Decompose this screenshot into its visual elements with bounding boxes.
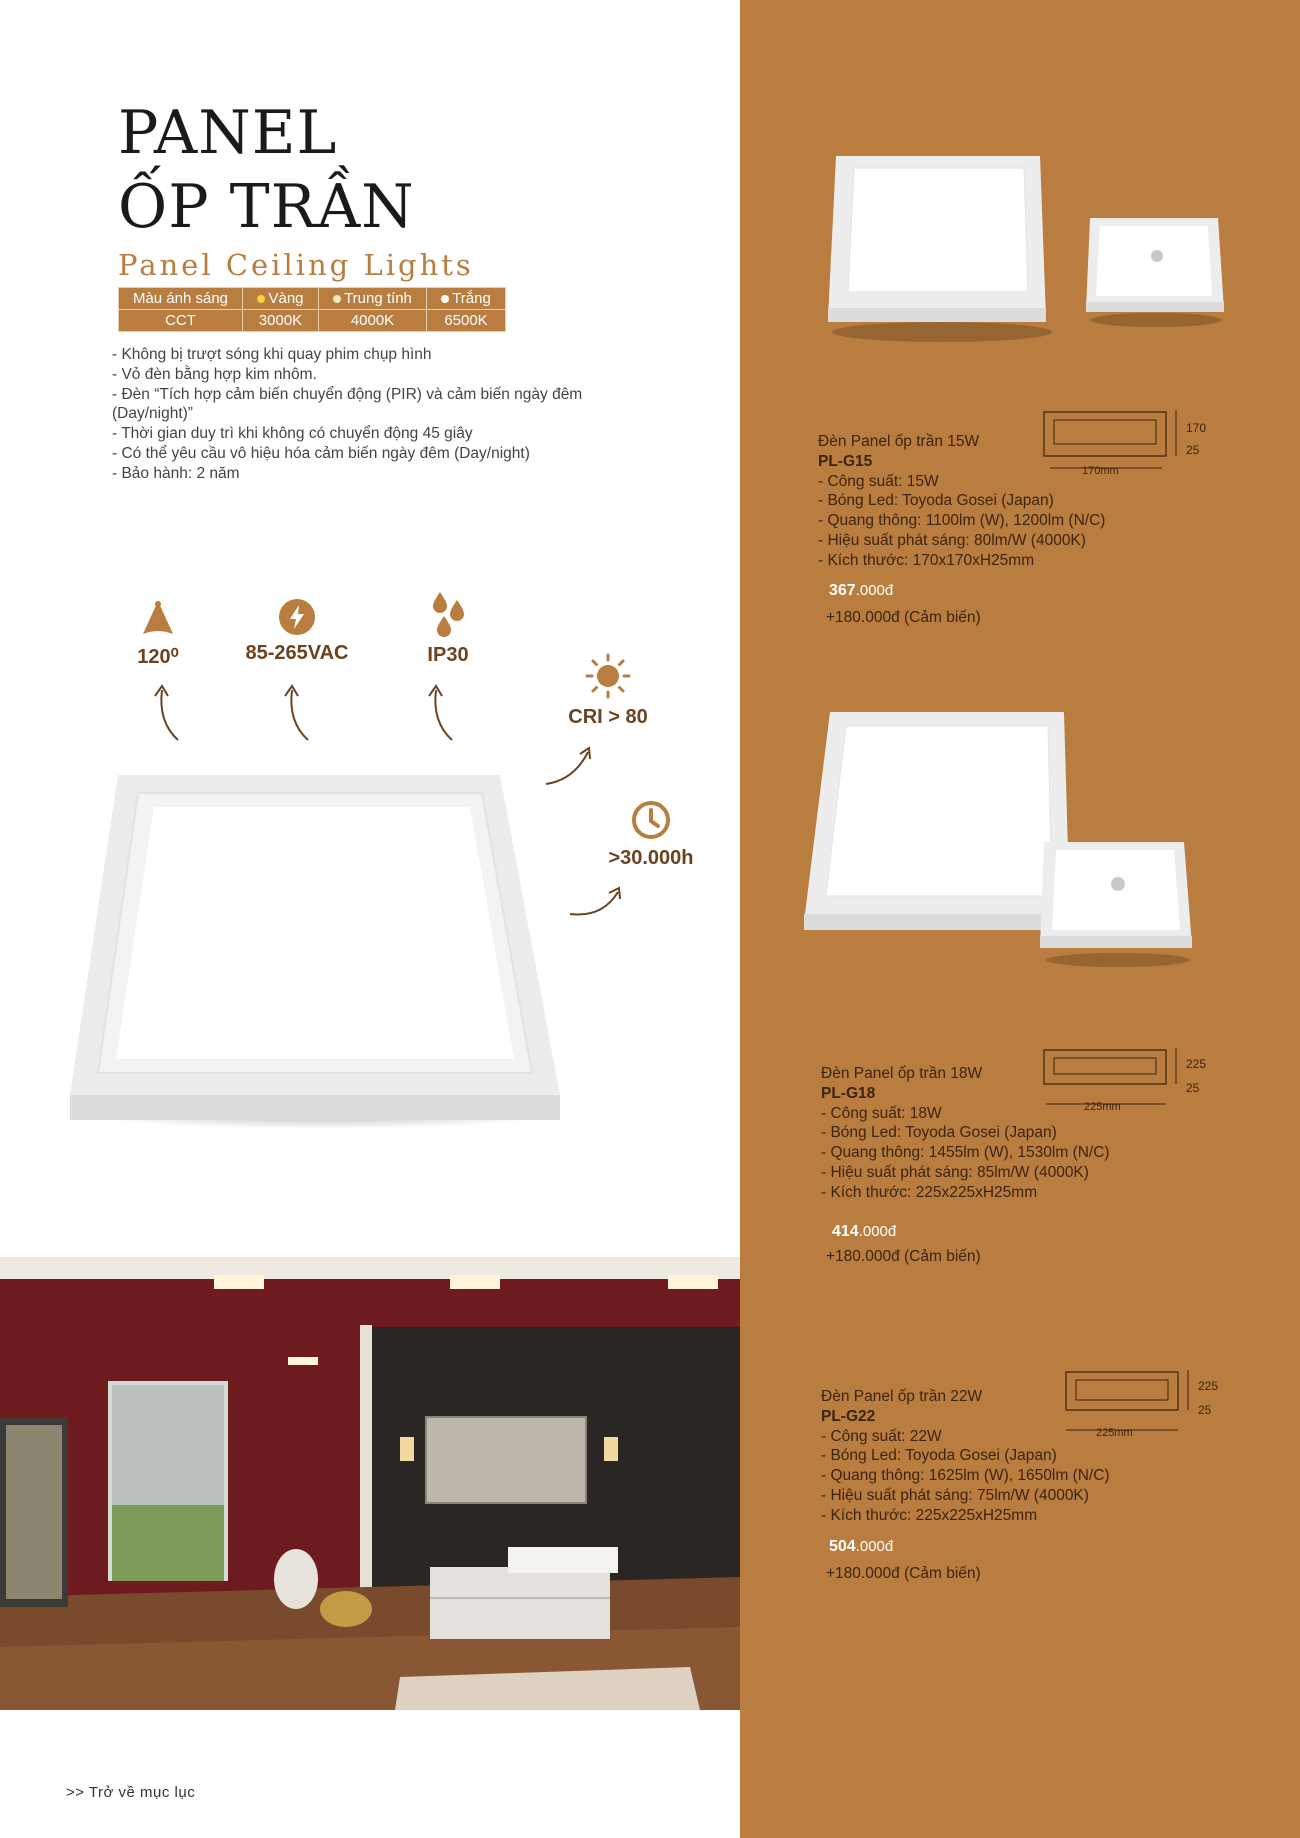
spec-label: 85-265VAC bbox=[245, 642, 349, 664]
spec-cri bbox=[558, 652, 658, 729]
neutral-dot-icon bbox=[333, 295, 341, 303]
list-item: - Thời gian duy trì khi không có chuyển động 45 giây bbox=[112, 425, 473, 443]
curved-arrow-icon bbox=[150, 682, 190, 744]
sun-icon bbox=[584, 652, 632, 700]
product-spec: - Bóng Led: Toyoda Gosei (Japan) bbox=[821, 1124, 1057, 1142]
product-spec: - Bóng Led: Toyoda Gosei (Japan) bbox=[818, 492, 1054, 510]
table-cell-text: Trắng bbox=[452, 290, 491, 307]
product-code: PL-G22 bbox=[821, 1407, 876, 1425]
product-code: PL-G18 bbox=[821, 1084, 876, 1102]
lightning-icon bbox=[278, 598, 316, 636]
yellow-dot-icon bbox=[257, 295, 265, 303]
curved-arrow-icon bbox=[424, 682, 464, 744]
dim-height-label: 25 bbox=[1186, 1081, 1200, 1095]
product-spec: - Hiệu suất phát sáng: 80lm/W (4000K) bbox=[818, 531, 1086, 549]
product-spec: - Quang thông: 1100lm (W), 1200lm (N/C) bbox=[818, 512, 1106, 530]
product-image-pl-g15 bbox=[822, 150, 1062, 346]
table-cell: 6500K bbox=[427, 310, 506, 332]
spec-voltage bbox=[232, 598, 362, 665]
price-rest: .000đ bbox=[858, 1223, 897, 1240]
list-item: - Đèn “Tích hợp cảm biến chuyển động (PIR) và cảm biến ngày đêm (Day/night)” bbox=[112, 385, 583, 423]
product-spec: - Công suất: 15W bbox=[818, 472, 939, 490]
table-cell bbox=[319, 288, 427, 310]
panel-lamp-image bbox=[70, 775, 570, 1135]
product-image-pl-g15-sensor bbox=[1084, 216, 1228, 330]
product-name: Đèn Panel ốp trần 18W bbox=[821, 1065, 983, 1082]
white-dot-icon bbox=[441, 295, 449, 303]
price-bold: 367 bbox=[829, 582, 856, 599]
dim-width-label: 170mm bbox=[1082, 465, 1119, 477]
beam-angle-icon bbox=[138, 598, 178, 638]
product-spec: - Kích thước: 225x225xH25mm bbox=[821, 1506, 1038, 1524]
list-item: - Không bị trượt sóng khi quay phim chụp hình bbox=[112, 346, 432, 363]
product-price bbox=[829, 1538, 893, 1556]
spec-beam-angle bbox=[126, 598, 190, 669]
dim-size-label: 225 bbox=[1186, 1057, 1207, 1071]
spec-label: IP30 bbox=[427, 644, 469, 666]
page-title-line1: PANEL bbox=[118, 98, 338, 168]
cct-table bbox=[118, 287, 506, 332]
curved-arrow-icon bbox=[280, 682, 320, 744]
product-spec: - Bóng Led: Toyoda Gosei (Japan) bbox=[821, 1447, 1057, 1465]
product-spec: - Công suất: 18W bbox=[821, 1104, 942, 1122]
product-price bbox=[832, 1223, 896, 1241]
price-rest: .000đ bbox=[855, 582, 894, 599]
dim-height-label: 25 bbox=[1198, 1403, 1212, 1417]
page-title-line2: ỐP TRẦN bbox=[118, 172, 415, 242]
back-to-toc-link[interactable]: >> Trở về mục lục bbox=[66, 1784, 196, 1801]
price-bold: 504 bbox=[829, 1538, 856, 1555]
product-name: Đèn Panel ốp trần 22W bbox=[821, 1388, 983, 1405]
dim-height-label: 25 bbox=[1186, 443, 1200, 457]
spec-lifetime bbox=[596, 799, 706, 870]
product-image-pl-g18 bbox=[802, 710, 1074, 940]
table-cell-text: Trung tính bbox=[344, 290, 412, 307]
product-spec: - Kích thước: 170x170xH25mm bbox=[818, 551, 1035, 569]
product-spec: - Quang thông: 1455lm (W), 1530lm (N/C) bbox=[821, 1144, 1110, 1162]
clock-icon bbox=[630, 799, 672, 841]
table-cell: 4000K bbox=[319, 310, 427, 332]
price-bold: 414 bbox=[832, 1223, 859, 1240]
sensor-price: +180.000đ (Cảm biến) bbox=[826, 1248, 981, 1265]
table-cell: CCT bbox=[119, 310, 243, 332]
product-info-pl-g22 bbox=[821, 1387, 1110, 1526]
table-row bbox=[119, 310, 506, 332]
table-cell bbox=[243, 288, 319, 310]
product-spec: - Công suất: 22W bbox=[821, 1427, 942, 1445]
spec-label: >30.000h bbox=[608, 847, 694, 869]
sensor-price: +180.000đ (Cảm biến) bbox=[826, 1565, 981, 1582]
dim-size-label: 225 bbox=[1198, 1379, 1219, 1393]
list-item: - Bảo hành: 2 năm bbox=[112, 464, 240, 482]
table-row bbox=[119, 288, 506, 310]
spec-label: CRI > 80 bbox=[568, 706, 648, 728]
product-code: PL-G15 bbox=[818, 452, 873, 470]
price-rest: .000đ bbox=[855, 1538, 894, 1555]
page-subtitle: Panel Ceiling Lights bbox=[118, 248, 474, 282]
sensor-price: +180.000đ (Cảm biến) bbox=[826, 609, 981, 626]
table-cell-text: Vàng bbox=[268, 290, 304, 307]
dim-width-label: 225mm bbox=[1084, 1101, 1121, 1113]
product-spec: - Quang thông: 1625lm (W), 1650lm (N/C) bbox=[821, 1467, 1110, 1485]
product-spec: - Kích thước: 225x225xH25mm bbox=[821, 1183, 1038, 1201]
product-spec: - Hiệu suất phát sáng: 75lm/W (4000K) bbox=[821, 1486, 1089, 1504]
table-cell: Màu ánh sáng bbox=[119, 288, 243, 310]
dim-size-label: 170 bbox=[1186, 421, 1207, 435]
water-drops-icon bbox=[428, 590, 468, 638]
list-item: - Có thể yêu cầu vô hiệu hóa cảm biến ngày đêm (Day/night) bbox=[112, 444, 530, 462]
table-cell bbox=[427, 288, 506, 310]
title-block bbox=[118, 96, 474, 282]
product-name: Đèn Panel ốp trần 15W bbox=[818, 433, 980, 450]
dim-width-label: 225mm bbox=[1096, 1427, 1133, 1439]
feature-list bbox=[112, 345, 632, 484]
table-cell: 3000K bbox=[243, 310, 319, 332]
spec-label: 120⁰ bbox=[137, 646, 179, 668]
product-price bbox=[829, 582, 893, 600]
product-info-pl-g15 bbox=[818, 432, 1105, 571]
product-info-pl-g18 bbox=[821, 1064, 1110, 1203]
spec-ip bbox=[418, 590, 478, 667]
curved-arrow-icon bbox=[568, 884, 624, 920]
product-image-pl-g18-sensor bbox=[1038, 840, 1196, 970]
product-spec: - Hiệu suất phát sáng: 85lm/W (4000K) bbox=[821, 1163, 1089, 1181]
list-item: - Vỏ đèn bằng hợp kim nhôm. bbox=[112, 365, 317, 383]
room-photo bbox=[0, 1257, 740, 1710]
